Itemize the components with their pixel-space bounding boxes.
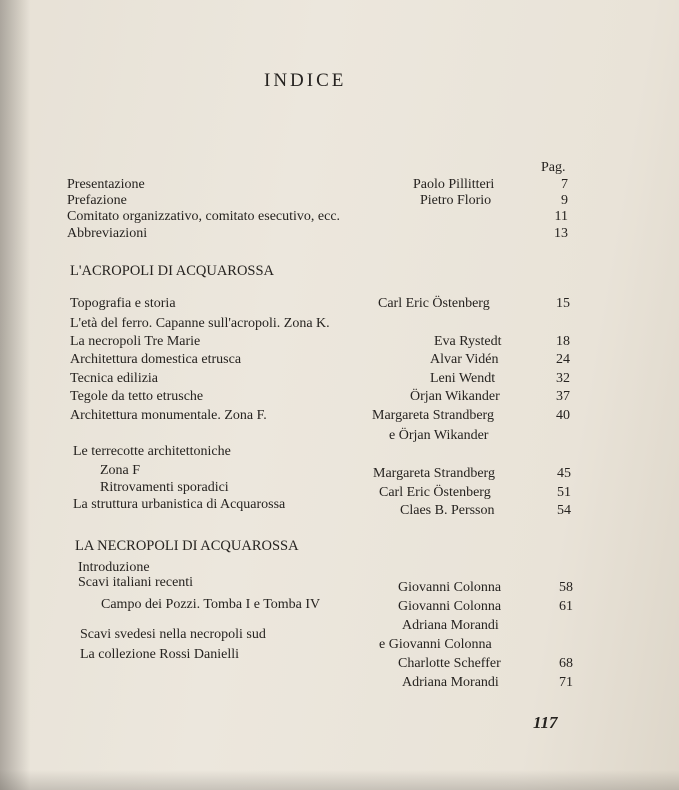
toc-author: Leni Wendt (430, 371, 496, 386)
toc-title: Campo dei Pozzi. Tomba I e Tomba IV (101, 597, 321, 612)
section-heading: L'ACROPOLI DI ACQUAROSSA (70, 263, 275, 279)
toc-author: Charlotte Scheffer (398, 656, 501, 671)
section-heading: LA NECROPOLI DI ACQUAROSSA (75, 538, 299, 554)
toc-title: Prefazione (67, 193, 127, 208)
toc-title: Comitato organizzativo, comitato esecutivo, ecc. (67, 209, 341, 224)
toc-author: Claes B. Persson (400, 503, 495, 518)
toc-author: Carl Eric Östenberg (378, 296, 490, 311)
toc-title: Architettura monumentale. Zona F. (70, 408, 267, 423)
toc-author: e Giovanni Colonna (379, 637, 492, 652)
toc-title: La necropoli Tre Marie (70, 334, 201, 349)
toc-author: Pietro Florio (420, 193, 492, 208)
toc-author: e Örjan Wikander (389, 428, 489, 443)
toc-author: Paolo Pillitteri (413, 177, 495, 192)
toc-page: 32 (556, 371, 570, 386)
page-column-header: Pag. (541, 160, 566, 175)
toc-page: 68 (559, 656, 573, 671)
toc-page: 54 (557, 503, 571, 518)
toc-page: 11 (554, 209, 568, 224)
page-title: INDICE (264, 70, 347, 91)
toc-page: 9 (561, 193, 568, 208)
toc-title: La collezione Rossi Danielli (80, 647, 240, 662)
toc-title: Le terrecotte architettoniche (73, 444, 231, 459)
toc-title: Zona F (100, 463, 141, 478)
toc-author: Margareta Strandberg (372, 408, 494, 423)
toc-title: Tecnica edilizia (70, 371, 159, 386)
toc-author: Giovanni Colonna (398, 599, 502, 614)
toc-author: Margareta Strandberg (373, 466, 495, 481)
toc-title: Ritrovamenti sporadici (100, 480, 229, 495)
page-number: 117 (533, 713, 558, 732)
toc-author: Örjan Wikander (410, 389, 500, 404)
toc-title: Scavi italiani recenti (78, 575, 194, 590)
toc-page: 24 (556, 352, 570, 367)
toc-title: Scavi svedesi nella necropoli sud (80, 627, 266, 642)
toc-page: 15 (556, 296, 570, 311)
toc-page: 51 (557, 485, 571, 500)
toc-title: La struttura urbanistica di Acquarossa (73, 497, 286, 512)
toc-page: 13 (554, 226, 568, 241)
toc-author: Giovanni Colonna (398, 580, 502, 595)
page-bottom-shadow (0, 770, 679, 790)
toc-page: 37 (556, 389, 570, 404)
toc-title: Tegole da tetto etrusche (70, 389, 204, 404)
toc-title: Introduzione (78, 560, 150, 575)
toc-author: Adriana Morandi (402, 675, 499, 690)
toc-title: Topografia e storia (70, 296, 176, 311)
page-gutter-shadow (0, 0, 30, 790)
toc-page: 40 (556, 408, 570, 423)
toc-author: Eva Rystedt (434, 334, 502, 349)
toc-author: Adriana Morandi (402, 618, 499, 633)
toc-title: L'età del ferro. Capanne sull'acropoli. Zona K. (70, 316, 330, 331)
toc-title: Presentazione (67, 177, 145, 192)
toc-title: Abbreviazioni (67, 226, 148, 241)
toc-author: Carl Eric Östenberg (379, 485, 491, 500)
toc-page: 61 (559, 599, 573, 614)
toc-page: 58 (559, 580, 573, 595)
toc-page: 45 (557, 466, 571, 481)
toc-title: Architettura domestica etrusca (70, 352, 242, 367)
toc-page: 71 (559, 675, 573, 690)
toc-author: Alvar Vidén (430, 352, 499, 367)
toc-page: 7 (561, 177, 568, 192)
toc-page: 18 (556, 334, 570, 349)
